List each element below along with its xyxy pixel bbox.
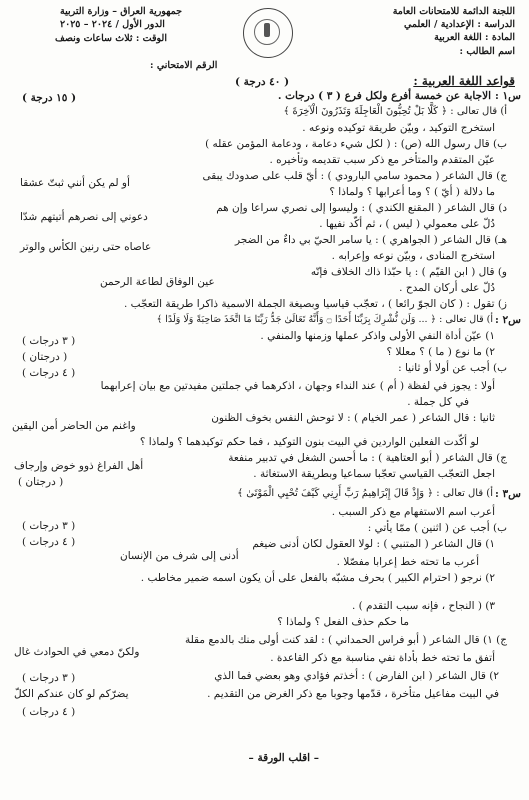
q2-b-second-verse: واغنم من الحاضر أمن اليقين [12, 420, 136, 432]
turn-page-note: – اقلب الورقة – [248, 752, 319, 764]
q3-a: أ) قال تعالى : ﴿ وَإِذْ قَالَ إِبْرَاهِيمُ رَبِّ أَرِنِي كَيْفَ تُحْيِي الْمَوْتَىٰ ﴾ [237, 488, 493, 499]
q1-a2: استخرج التوكيد ، وبيّن طريقة توكيده ونوعه . [302, 122, 495, 134]
total-mark: ( ٤٠ درجة ) [235, 76, 290, 88]
q1-f2: دُلّ على أركان المدح . [399, 282, 495, 294]
q3-b3b: ما حكم حذف الفعل ؟ ولماذا ؟ [277, 616, 409, 628]
q1-a: أ) قال تعالى : ﴿ كَلَّا بَلْ تُحِبُّونَ الْعَاجِلَةَ وَتَذَرُونَ الْآخِرَةَ ﴾ [283, 106, 507, 117]
section-title: قواعد اللغة العربية : [413, 74, 515, 88]
q3-b1: ١) قال الشاعر ( المتنبي ) : لولا العقول لكان أدنى ضيغم [252, 538, 495, 550]
q1-f: و) قال ( ابن القيّم ) : يا حبّذا ذاك الخلاف فإنّه [310, 266, 507, 278]
exam-time: الوقت : ثلاث ساعات ونصف [55, 33, 167, 44]
q2-c: ج) قال الشاعر ( أبو العتاهية ) : ما أحسن الشغل في تدبير منفعة [228, 452, 507, 464]
q1-d: د) قال الشاعر ( المقنع الكندي ) : وليسوا إلى نصري سراعا وإن هم [216, 202, 507, 214]
q2-b: ب) أجب عن أولا أو ثانيا : [398, 362, 507, 374]
q2-c2: اجعل التعجّب القياسي تعجّبا سماعيا وبطريقة الاستغاثة . [253, 468, 495, 480]
q2-a2: ٢) ما نوع ( ما ) ؟ معللا ؟ [386, 346, 495, 358]
q3-b1b: أعرب ما تحته خط إعرابا مفصّلا . [336, 556, 479, 568]
subject: المادة : اللغة العربية [434, 32, 515, 43]
q2-b-first: أولا : يجوز في لفظة ( أم ) عند النداء وجهان ، اذكرهما في جملتين مفيدتين مع بيان إعرابهما [100, 380, 495, 392]
study-level: الدراسة : الإعدادية / العلمي [404, 19, 515, 30]
q3-b2: ٢) نرجو ( احترام الكبير ) بحرف مشبّه بالفعل على أن يكون اسمه ضمير مخاطب . [140, 572, 495, 584]
q3-label: س٣ : [494, 488, 521, 500]
q3-a2: أعرب اسم الاستفهام مع ذكر السبب . [331, 506, 495, 518]
q1-e-verse: عاصاه حتى رنين الكأس والوتر [20, 241, 152, 253]
q3-c-verse: ولكنّ دمعي في الحوادث غال [14, 646, 140, 658]
exam-number-label: الرقم الامتحاني : [150, 60, 218, 71]
q1-d-verse: دعوني إلى نصرهم أتيتهم شدّا [20, 211, 148, 223]
q2-a1-mark: ( ٣ درجات ) [22, 335, 76, 347]
q3-c2: أتفق ما تحته خط بأداة نفي مناسبة مع ذكر القاعدة . [270, 652, 495, 664]
q1-f-verse: عين الوفاق لطاعة الرحمن [100, 276, 215, 288]
q2-c-verse: أهل الفراغ ذوو خوض وإرجاف [14, 460, 144, 472]
ministry-emblem-icon [243, 8, 293, 58]
q2-a1: ١) عيّن أداة النفي الأولى واذكر عملها وزمنها والمنفي . [260, 330, 495, 342]
q1-e2: استخرج المنادى ، وبيّن نوعه وإعرابه . [331, 250, 495, 262]
q2-c-mark: ( درجتان ) [18, 476, 64, 488]
exam-round: الدور الأول / ٢٠٢٤ – ٢٠٢٥ [60, 19, 165, 30]
q3-c3-verse: يضرّكم لو كان عندكم الكلّ [14, 688, 129, 700]
q3-b-mark: ( ٤ درجات ) [22, 536, 76, 548]
q1-c: ج) قال الشاعر ( محمود سامي البارودي ) : أيّ قلب على صدودك يبقى [202, 170, 507, 182]
q3-c3: ٢) قال الشاعر ( ابن الفارض ) : أخذتم فؤادي وهو بعضي فما الذي [214, 670, 499, 682]
q3-c4: في البيت مفاعيل متأخرة ، قدّمها وجوبا مع ذكر الغرض من التقديم . [207, 688, 499, 700]
q3-b3: ٣) ( النجاح ، فإنه سبب التقدم ) . [351, 600, 495, 612]
republic-ministry: جمهورية العراق – وزارة التربية [60, 6, 182, 17]
q1-d2: دُلّ على معمولي ( ليس ) ، ثم أكّد نفيها . [319, 218, 495, 230]
q1-b: ب) قال رسول الله (ص) : ( لكل شيء دعامة ، ودعامة المؤمن عقله ) [205, 138, 507, 150]
student-name-label: اسم الطالب : [459, 46, 515, 57]
q3-a-mark: ( ٣ درجات ) [22, 520, 76, 532]
q1-c2: ما دلالة ( أيّ ) ؟ وما أعرابها ؟ ولماذا ؟ [329, 186, 495, 198]
q3-b: ب) أجب عن ( اثنين ) ممّا يأتي : [367, 522, 507, 534]
q1-b2: عيّن المتقدم والمتأخر مع ذكر سبب تقديمه وتأخيره . [269, 154, 495, 166]
q2-label: س٢ : [494, 314, 521, 326]
q3-b1-verse: أدنى إلى شرف من الإنسان [120, 550, 239, 562]
q1-g: ز) تقول : ( كان الجوّ رائعا ) ، تعجّب قياسيا وبصيغة الجملة الاسمية ذاكرا طريقة التعجّب . [123, 298, 507, 310]
q3-c-mark: ( ٣ درجات ) [22, 672, 76, 684]
q2-b-second: ثانيا : قال الشاعر ( عمر الخيام ) : لا توحش النفس بخوف الظنون [211, 412, 495, 424]
q1-c-verse: أو لم يكن أنني ثبتّ عشقا [20, 177, 130, 189]
q1-label: س١ : [494, 90, 521, 102]
q2-a: أ) قال تعالى : ﴿ ... وَلَن نُّشْرِكَ بِرَبِّنَا أَحَدًا ۝ وَأَنَّهُ تَعَالَىٰ جَدُّ رَبِّنَا مَا اتَّخَذَ صَاحِبَةً وَلَا وَلَدًا ﴾ [156, 314, 493, 325]
q3-c4-mark: ( ٤ درجات ) [22, 706, 76, 718]
committee-name: اللجنة الدائمة للامتحانات العامة [392, 6, 515, 17]
q1-mark: ( ١٥ درجة ) [22, 92, 77, 104]
q1-heading: الاجابة عن خمسة أفرع ولكل فرع ( ٣ ) درجات . [277, 90, 491, 102]
q2-a-total: ( ٤ درجات ) [22, 367, 76, 379]
q1-e: هـ) قال الشاعر ( الجواهري ) : يا سامر الحيّ بي داءٌ من الضجر [234, 234, 507, 246]
q3-c: ج) ١) قال الشاعر ( أبو فراس الحمداني ) : لقد كنت أولى منك بالدمع مقلة [184, 634, 507, 646]
q2-a2-mark: ( درجتان ) [22, 351, 68, 363]
q2-b-first2: في كل جملة . [407, 396, 469, 408]
q2-b-second2: لو أكّدت الفعلين الواردين في البيت بنون التوكيد ، فما حكم توكيدهما ؟ ولماذا ؟ [139, 436, 479, 448]
